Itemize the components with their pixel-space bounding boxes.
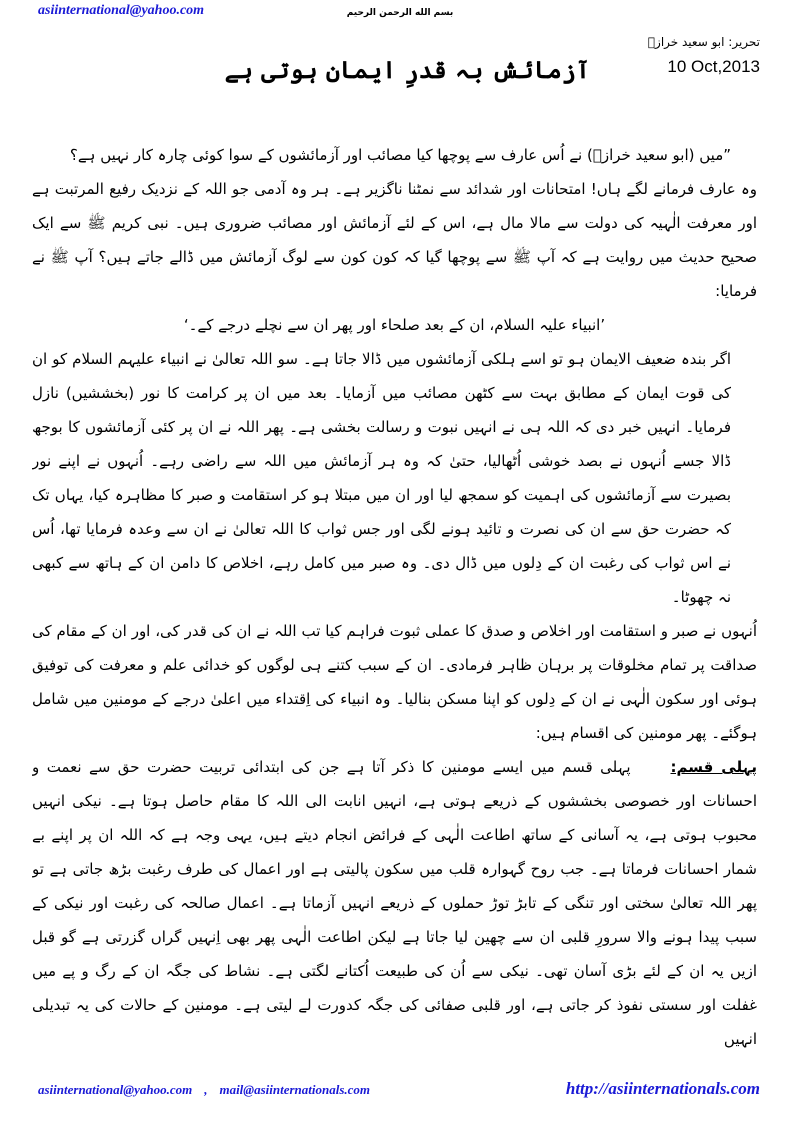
article-date: 10 Oct,2013 bbox=[667, 57, 760, 76]
footer-emails bbox=[38, 1080, 458, 1100]
footer-email-mail[interactable]: mail@asiinternationals.com bbox=[219, 1082, 371, 1097]
paragraph-1: وہ عارف فرمانے لگے ہاں! امتحانات اور شدائد سے نمٹنا ناگزیر ہے۔ ہر وہ آدمی جو اللہ کے نزدیک رفیع المرتبت ہے اور معرفت الٰہیہ کی دولت سے مالا مال ہے، اس کے لئے آزمائش اور مصائب ضروری ہیں۔ نبی کریم ﷺ سے ایک صحیح حدیث میں روایت ہے کہ آپ ﷺ سے پوچھا گیا کہ کون کون سے لوگ آزمائش میں ڈالے جاتے ہیں؟ آپ ﷺ نے فرمایا: bbox=[32, 180, 757, 300]
first-kind-heading: پہلی قسم: bbox=[670, 758, 757, 776]
footer-email-yahoo[interactable]: asiinternational@yahoo.com bbox=[38, 1082, 193, 1097]
first-kind-paragraph bbox=[32, 750, 757, 1056]
article-title: آزمائش بہ قدرِ ایمان ہوتی ہے bbox=[224, 55, 590, 84]
footer-separator: , bbox=[204, 1082, 208, 1097]
header-email[interactable]: asiinternational@yahoo.com bbox=[38, 3, 205, 18]
article-body bbox=[32, 138, 757, 1068]
first-kind-text: پہلی قسم میں ایسے مومنین کا ذکر آتا ہے جن کی ابتدائی تربیت حضرت حق سے نعمت و احسانات اور خصوصی بخششوں کے ذریعے ہوتی ہے، انہیں انابت الی اللہ کا مقام حاصل ہوتا ہے۔ نیکی انہیں محبوب ہوتی ہے، یہ آسانی کے ساتھ اطاعت الٰہی کے فرائض انجام دیتے ہیں، یہی وجہ ہے کہ اللہ ان پر اپنے بے شمار احسانات فرماتا ہے۔ جب روح گہوارہ قلب میں سکون پالیتی ہے اور اعمال کی طرف رغبت بڑھ جاتی ہے تو پھر اللہ تعالیٰ سختی اور تنگی کے تابڑ توڑ حملوں کے ذریعے انہیں آزماتا ہے۔ اعمال صالحہ کی رغبت اور نیکی کے سبب پیدا ہونے والا سرورِ قلبی ان سے چھین لیا جاتا ہے لیکن اطاعت الٰہی پھر بھی اِنہیں گراں گزرتی ہے گو قبل ازیں یہ ان کے لئے بڑی آسان تھی۔ نیکی سے اُن کی طبیعت اُکتانے لگتی ہے۔ نشاط کی جگہ ان کے رگ و پے میں غفلت اور سستی نفوذ کر جاتی ہے، اور قلبی صفائی کی جگہ کدورت لے لیتی ہے۔ مومنین کے حالات کی یہ تبدیلی انہیں bbox=[32, 758, 757, 1048]
intro-paragraph: ”میں (ابو سعید خرازؒ) نے اُس عارف سے پوچھا کیا مصائب اور آزمائشوں کے سوا کوئی چارہ کار نہیں ہے؟ bbox=[69, 146, 731, 164]
paragraph-2: اگر بندہ ضعیف الایمان ہو تو اسے ہلکی آزمائشوں میں ڈالا جاتا ہے۔ سو اللہ تعالیٰ نے انبیاء علیہم السلام کو ان کی قوت ایمان کے مطابق بہت سے کٹھن مصائب میں آزمایا۔ بعد میں ان پر کرامت کا نور (بخششیں) نازل فرمایا۔ انہیں خبر دی کہ اللہ ہی نے انہیں نبوت و رسالت بخشی ہے۔ پھر اللہ نے ان پر کئی آزمائشوں کا بوجھ ڈالا جسے اُنہوں نے بصد خوشی اُٹھالیا، حتیٰ کہ وہ ہر آزمائش میں اللہ سے راضی رہے۔ اُنہوں نے اپنے نور بصیرت سے آزمائشوں کی اہمیت کو سمجھ لیا اور ان میں مبتلا ہو کر استقامت و صبر کا مظاہرہ کیا، یہاں تک کہ حضرت حق سے ان کی نصرت و تائید ہونے لگی اور جس ثواب کا اللہ تعالیٰ نے ان سے وعدہ فرمایا تھا، اُس نے اس ثواب کی رغبت ان کے دِلوں میں ڈال دی۔ وہ صبر میں کامل رہے، اخلاص کا دامن ان کے ہاتھ سے کبھی نہ چھوٹا۔ bbox=[32, 350, 731, 606]
paragraph-3: اُنہوں نے صبر و استقامت اور اخلاص و صدق کا عملی ثبوت فراہم کیا تب اللہ نے ان کی قدر کی، اور ان کے مقام کی صداقت پر تمام مخلوقات پر برہان ظاہر فرمادی۔ ان کے سبب کتنے ہی لوگوں کو خدائی علم و معرفت کی توفیق ہوئی اور سکون الٰہی نے ان کے دِلوں کو اپنا مسکن بنالیا۔ وہ انبیاء کی اِقتداء میں اعلیٰ درجے کے مومنین میں شامل ہوگئے۔ پھر مومنین کی اقسام ہیں: bbox=[32, 622, 757, 742]
author-line: تحریر: ابو سعید خرازؒ bbox=[647, 35, 760, 49]
footer-website-link[interactable]: http://asiinternationals.com bbox=[565, 1079, 760, 1098]
footer bbox=[0, 1080, 793, 1104]
hadith-quote: ’انبیاء علیہ السلام، ان کے بعد صلحاء اور پھر ان سے نچلے درجے کے۔‘ bbox=[183, 316, 606, 334]
bismillah: بسم الله الرحمن الرحیم bbox=[346, 8, 454, 18]
